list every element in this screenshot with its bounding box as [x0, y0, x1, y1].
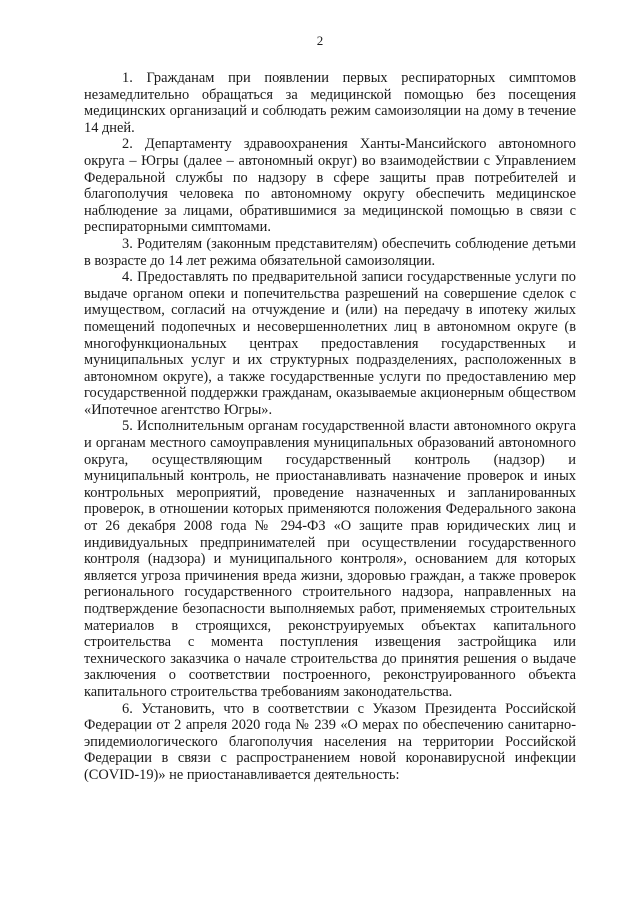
- paragraph-3: 3. Родителям (законным представителям) обеспечить соблюдение детьми в возрасте до 14 лет режима обязательной самоизоляции.: [84, 235, 576, 269]
- paragraph-1: 1. Гражданам при появлении первых респираторных симптомов незамедлительно обращаться за медицинской помощью без посещения медицинских организаций и соблюдать режим самоизоляции на дому в течение 14 дней.: [84, 70, 576, 136]
- paragraph-5: 5. Исполнительным органам государственной власти автономного округа и органам местного самоуправления муниципальных образований автономного округа, осуществляющим государственный контроль (надзор) и муниципальный контроль, не приостанавливать назначение проверок и иных контрольных мероприятий, проведение назначенных и запланированных проверок, в отношении которых применяются положения Федерального закона от 26 декабря 2008 года № 294-ФЗ «О защите прав юридических лиц и индивидуальных предпринимателей при осуществлении государственного контроля (надзора) и муниципального контроля», основанием для которых является угроза причинения вреда жизни, здоровью граждан, а также проверок регионального государственного строительного надзора, направленных на подтверждение безопасности выполняемых работ, применяемых строительных материалов в строящихся, реконструируемых объектах капитального строительства с момента поступления извещения застройщика или технического заказчика о начале строительства до принятия решения о выдаче заключения о соответствии построенного, реконструированного объекта капитального строительства требованиям законодательства.: [84, 418, 576, 700]
- page-number: 2: [316, 33, 324, 48]
- document-body: [84, 70, 576, 784]
- paragraph-2: 2. Департаменту здравоохранения Ханты-Мансийского автономного округа – Югры (далее – автономный округ) во взаимодействии с Управлением Федеральной службы по надзору в сфере защиты прав потребителей и благополучия человека по автономному округу обеспечить медицинское наблюдение за лицами, обратившимися за медицинской помощью в связи с респираторными симптомами.: [84, 136, 576, 236]
- paragraph-4: 4. Предоставлять по предварительной записи государственные услуги по выдаче органом опеки и попечительства разрешений на совершение сделок с имуществом, согласий на отчуждение и (или) на передачу в ипотеку жилых помещений подопечных и несовершеннолетних лиц в автономном округе (в многофункциональных центрах предоставления государственных и муниципальных услуг и их структурных подразделениях, расположенных в автономном округе), а также государственные услуги по предоставлению мер государственной поддержки гражданам, оказываемые акционерным обществом «Ипотечное агентство Югры».: [84, 269, 576, 418]
- paragraph-6: 6. Установить, что в соответствии с Указом Президента Российской Федерации от 2 апреля 2020 года № 239 «О мерах по обеспечению санитарно-эпидемиологического благополучия населения на территории Российской Федерации в связи с распространением новой коронавирусной инфекции (COVID-19)» не приостанавливается деятельность:: [84, 700, 576, 783]
